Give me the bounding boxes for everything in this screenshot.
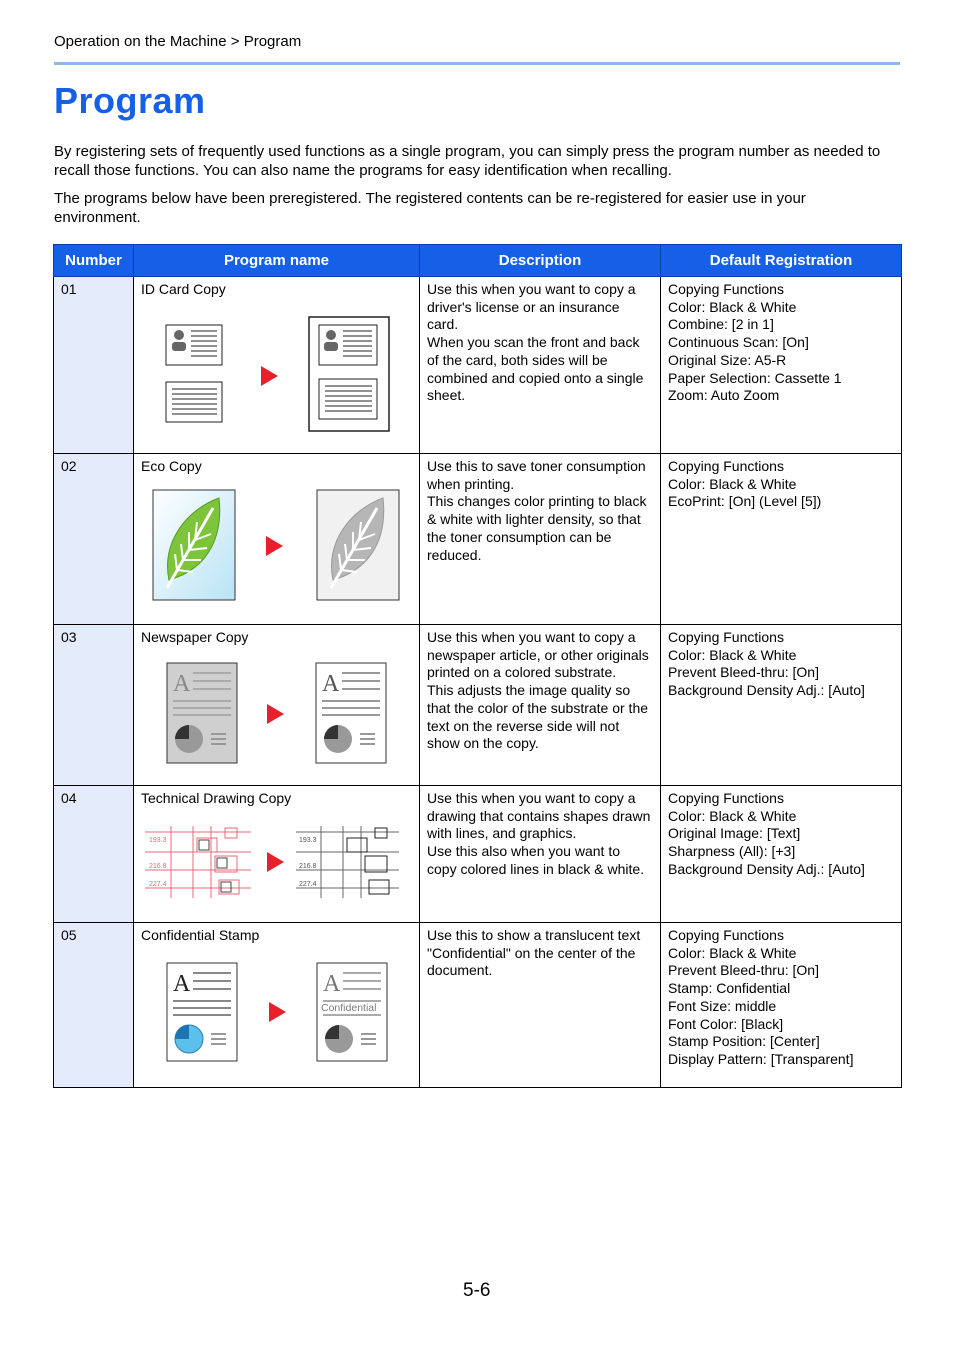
confidential-stamp-illustration: [141, 959, 411, 1065]
registration-line: Combine: [2 in 1]: [668, 316, 774, 333]
doc-letter: A: [173, 671, 191, 697]
page-number: 5-6: [463, 1280, 491, 1301]
registration-line: Copying Functions: [668, 927, 784, 943]
registration-line: Original Image: [Text]: [668, 825, 801, 842]
newspaper-copy-illustration: [141, 661, 411, 765]
gray-leaf-document-icon: [317, 490, 399, 600]
stamped-document-icon: [317, 963, 387, 1061]
registration-line: Copying Functions: [668, 790, 784, 806]
color-leaf-document-icon: [153, 490, 235, 600]
registration-line: Color: Black & White: [668, 475, 797, 492]
header-program-name: Program name: [134, 245, 420, 277]
registration-line: Display Pattern: [Transparent]: [668, 1050, 854, 1067]
combined-sheet-icon: [309, 317, 389, 431]
description-line: Use this to show a translucent text "Confidential" on the center of the document.: [427, 927, 641, 979]
description-line: Use this also when you want to copy colored lines in black & white.: [427, 843, 645, 877]
confidential-stamp: Confidential: [321, 1002, 377, 1014]
drawing-label: 193.3: [149, 837, 167, 844]
registration-line: Copying Functions: [668, 281, 784, 297]
registration-line: Continuous Scan: [On]: [668, 334, 809, 351]
table-row: [54, 786, 902, 923]
registration-line: Original Size: A5-R: [668, 351, 787, 368]
registration-line: Stamp: Confidential: [668, 980, 791, 997]
program-registration: [661, 277, 902, 454]
program-registration: [661, 625, 902, 786]
drawing-label: 216.8: [149, 863, 167, 870]
description-line: Use this when you want to copy a newspaper article, or other originals printed on a colored substrate.: [427, 629, 649, 681]
registration-line: Font Size: middle: [668, 997, 777, 1014]
program-registration: [661, 454, 902, 625]
table-row: [54, 454, 902, 625]
clean-newspaper-document-icon: [316, 663, 386, 763]
registration-line: Zoom: Auto Zoom: [668, 387, 780, 404]
program-description: [420, 786, 661, 923]
header-default-registration: Default Registration: [661, 245, 902, 277]
gray-newspaper-document-icon: [167, 663, 237, 763]
program-name: Technical Drawing Copy: [141, 790, 292, 806]
registration-line: EcoPrint: [On] (Level [5]): [668, 493, 822, 510]
eco-copy-illustration: [141, 488, 411, 604]
description-line: Use this when you want to copy a driver's license or an insurance card.: [427, 281, 636, 333]
program-registration: [661, 786, 902, 923]
program-description: [420, 923, 661, 1088]
header-rule: [54, 62, 900, 65]
program-name-cell: [134, 454, 420, 625]
id-card-back-icon: [166, 382, 222, 422]
description-line: Use this to save toner consumption when printing.: [427, 458, 646, 492]
drawing-label: 193.3: [299, 837, 317, 844]
program-description: [420, 277, 661, 454]
program-description: [420, 625, 661, 786]
registration-line: Copying Functions: [668, 629, 784, 645]
arrow-icon: [267, 852, 284, 872]
doc-letter: A: [173, 971, 191, 997]
description-line: This adjusts the image quality so that the color of the substrate or the text on the reverse side will not show on the copy.: [427, 682, 649, 752]
registration-line: Prevent Bleed-thru: [On]: [668, 962, 819, 979]
program-table: [53, 244, 902, 1088]
registration-line: Color: Black & White: [668, 646, 797, 663]
program-name-cell: [134, 625, 420, 786]
page-title: Program: [54, 80, 206, 121]
technical-drawing-illustration: [141, 822, 411, 902]
table-row: [54, 277, 902, 454]
original-document-icon: [167, 963, 237, 1061]
intro-paragraph-2: The programs below have been preregistered. The registered contents can be re-registered for easier use in your environment.: [54, 190, 806, 226]
breadcrumb: Operation on the Machine > Program: [54, 33, 302, 50]
program-description: [420, 454, 661, 625]
description-line: This changes color printing to black & white with lighter density, so that the toner consumption can be reduced.: [427, 493, 647, 563]
registration-line: Color: Black & White: [668, 944, 797, 961]
intro-paragraph-1: By registering sets of frequently used functions as a single program, you can simply press the program number as needed to recall those functions. You can also name the programs for easy identification when recalling.: [54, 143, 881, 179]
program-number: 03: [54, 625, 134, 786]
program-name-cell: [134, 277, 420, 454]
drawing-label: 216.8: [299, 863, 317, 870]
program-number: 04: [54, 786, 134, 923]
registration-line: Color: Black & White: [668, 807, 797, 824]
arrow-icon: [261, 366, 278, 386]
program-number: 02: [54, 454, 134, 625]
registration-line: Prevent Bleed-thru: [On]: [668, 664, 819, 681]
table-row: [54, 625, 902, 786]
description-line: Use this when you want to copy a drawing that contains shapes drawn with lines, and graphics.: [427, 790, 651, 842]
program-number: 01: [54, 277, 134, 454]
registration-line: Paper Selection: Cassette 1: [668, 369, 842, 386]
registration-line: Font Color: [Black]: [668, 1015, 784, 1032]
table-header-row: [54, 245, 902, 277]
doc-letter: A: [323, 971, 341, 997]
registration-line: Sharpness (All): [+3]: [668, 843, 796, 860]
registration-line: Copying Functions: [668, 458, 784, 474]
program-name: Eco Copy: [141, 458, 202, 474]
program-name-cell: [134, 923, 420, 1088]
header-number: Number: [54, 245, 134, 277]
registration-line: Background Density Adj.: [Auto]: [668, 860, 865, 877]
table-row: [54, 923, 902, 1088]
registration-line: Background Density Adj.: [Auto]: [668, 682, 865, 699]
header-description: Description: [420, 245, 661, 277]
description-line: When you scan the front and back of the card, both sides will be combined and copied onto a single sheet.: [427, 334, 644, 404]
program-number: 05: [54, 923, 134, 1088]
arrow-icon: [266, 536, 283, 556]
program-name: Newspaper Copy: [141, 629, 249, 645]
registration-line: Stamp Position: [Center]: [668, 1033, 820, 1050]
program-name-cell: [134, 786, 420, 923]
registration-line: Color: Black & White: [668, 298, 797, 315]
program-name: ID Card Copy: [141, 281, 226, 297]
id-card-front-icon: [166, 325, 222, 365]
drawing-label: 227.4: [149, 881, 167, 888]
arrow-icon: [269, 1002, 286, 1022]
drawing-label: 227.4: [299, 881, 317, 888]
program-name: Confidential Stamp: [141, 927, 260, 943]
program-registration: [661, 923, 902, 1088]
doc-letter: A: [322, 671, 340, 697]
arrow-icon: [267, 704, 284, 724]
id-card-illustration: [141, 313, 411, 433]
